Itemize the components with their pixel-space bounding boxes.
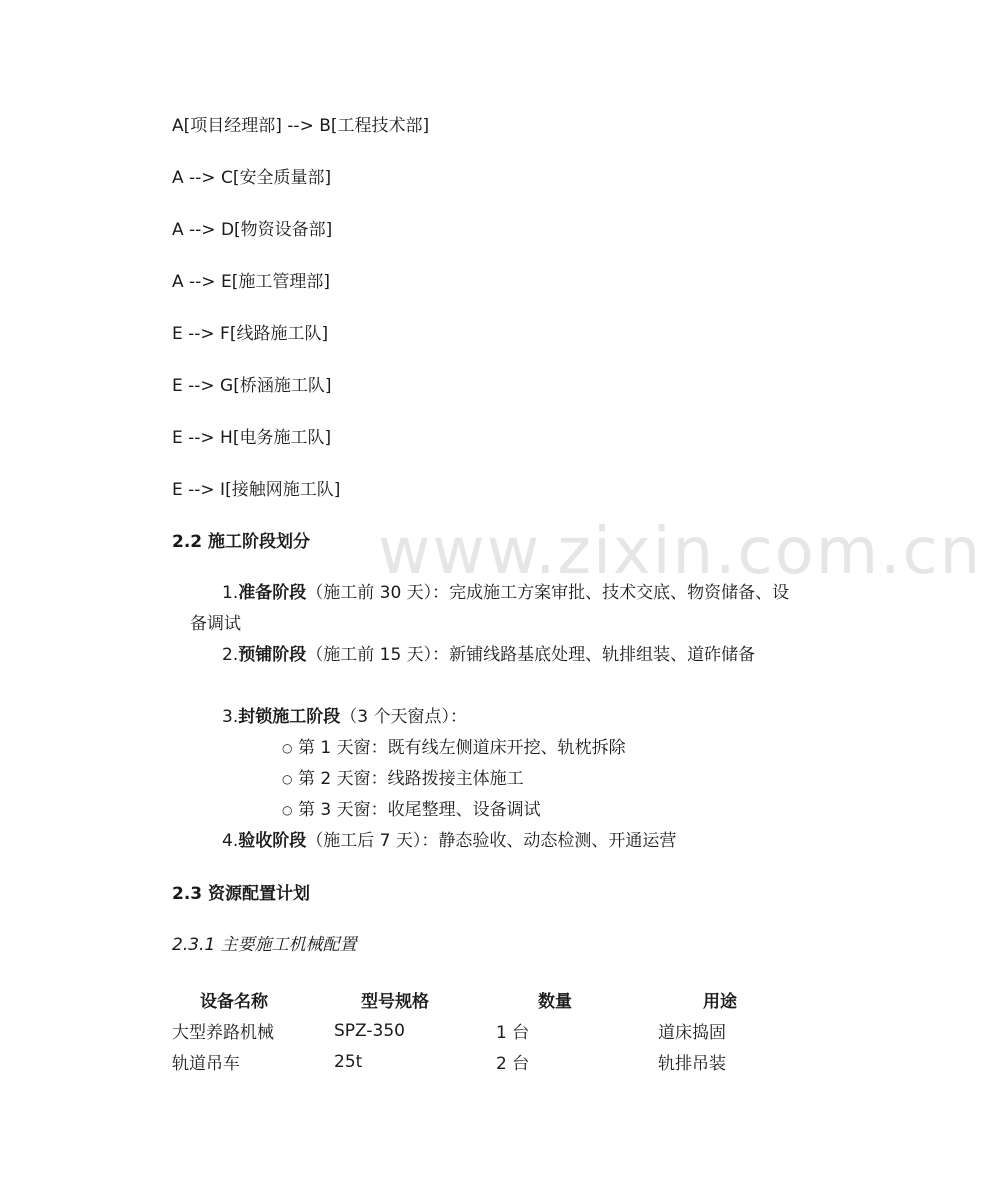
- window-text: 第 1 天窗：既有线左侧道床开挖、轨枕拆除: [298, 738, 626, 758]
- flowchart-line: E --> I[接触网施工队]: [172, 480, 341, 500]
- table-cell: 1 台: [496, 1023, 530, 1043]
- machinery-table: [172, 984, 788, 1077]
- flowchart-line: E --> H[电务施工队]: [172, 428, 332, 448]
- stage-detail: （施工前 15 天）：新铺线路基底处理、轨排组装、道砟储备: [306, 645, 756, 665]
- stage-detail: （3 个天窗点）：: [340, 707, 467, 727]
- section-heading-2-3: 2.3 资源配置计划: [172, 884, 311, 904]
- stage-name: 准备阶段: [238, 583, 307, 603]
- column-header: 数量: [538, 992, 572, 1012]
- window-item-1: [282, 733, 626, 764]
- stage-name: 预铺阶段: [238, 645, 307, 665]
- table-cell: 大型养路机械: [172, 1023, 274, 1043]
- flowchart-line: E --> G[桥涵施工队]: [172, 376, 332, 396]
- window-text: 第 2 天窗：线路拨接主体施工: [298, 769, 524, 789]
- window-item-2: [282, 764, 524, 795]
- stage-number: 2.: [222, 645, 239, 665]
- stage-detail: （施工前 30 天）：完成施工方案审批、技术交底、物资储备、设备调试: [190, 583, 790, 634]
- subsection-heading-2-3-1: 2.3.1 主要施工机械配置: [172, 935, 357, 955]
- stage-item-2: [190, 640, 800, 671]
- flowchart-line: E --> F[线路施工队]: [172, 324, 329, 344]
- column-header: 用途: [703, 992, 737, 1012]
- table-header-row: [172, 984, 788, 1015]
- flowchart-line: A --> D[物资设备部]: [172, 220, 333, 240]
- stage-item-1: [190, 578, 800, 640]
- table-cell: SPZ-350: [334, 1020, 405, 1041]
- flowchart-line: A --> E[施工管理部]: [172, 272, 330, 292]
- column-header: 型号规格: [361, 992, 429, 1012]
- window-text: 第 3 天窗：收尾整理、设备调试: [298, 800, 541, 820]
- column-header: 设备名称: [200, 992, 268, 1012]
- circle-bullet-icon: ○: [282, 803, 293, 817]
- circle-bullet-icon: ○: [282, 772, 293, 786]
- window-item-3: [282, 795, 541, 826]
- stage-detail: （施工后 7 天）：静态验收、动态检测、开通运营: [306, 831, 677, 851]
- stage-name: 封锁施工阶段: [238, 707, 341, 727]
- table-cell: 轨道吊车: [172, 1054, 240, 1074]
- table-cell: 道床捣固: [658, 1023, 726, 1043]
- table-cell: 25t: [334, 1051, 363, 1072]
- stage-item-4: [190, 826, 800, 857]
- stage-item-3: [190, 702, 800, 733]
- stage-name: 验收阶段: [238, 831, 307, 851]
- table-row: [172, 1046, 788, 1077]
- table-row: [172, 1015, 788, 1046]
- stage-number: 1.: [222, 583, 239, 603]
- table-cell: 轨排吊装: [658, 1054, 726, 1074]
- table-cell: 2 台: [496, 1054, 530, 1074]
- section-heading-2-2: 2.2 施工阶段划分: [172, 532, 311, 552]
- flowchart-line: A --> C[安全质量部]: [172, 168, 332, 188]
- stage-number: 3.: [222, 707, 239, 727]
- watermark: www.zixin.com.cn: [378, 515, 982, 589]
- stage-number: 4.: [222, 831, 239, 851]
- flowchart-line: A[项目经理部] --> B[工程技术部]: [172, 116, 430, 136]
- circle-bullet-icon: ○: [282, 741, 293, 755]
